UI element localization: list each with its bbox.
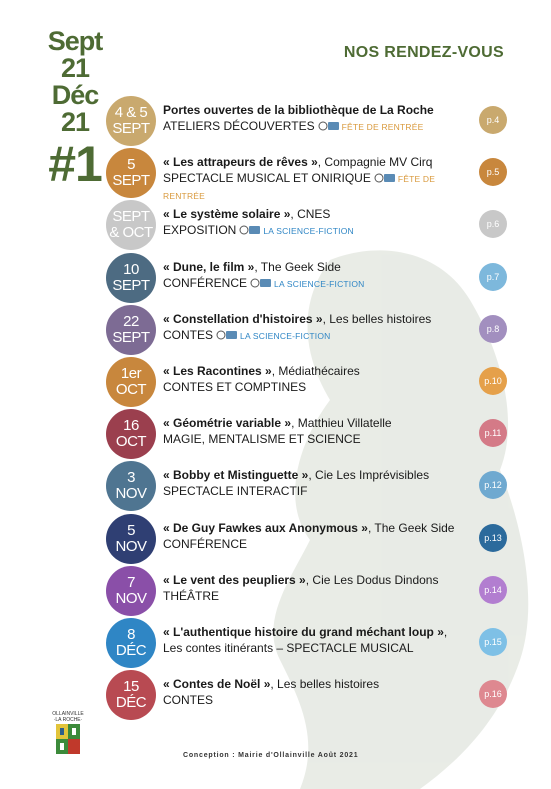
date-line: NOV [115, 589, 147, 607]
event-title: « Constellation d'histoires » [163, 311, 323, 326]
date-line: SEPT [112, 120, 150, 137]
date-circle [106, 514, 156, 564]
date-line: SEPT [112, 328, 150, 346]
theme-icon [374, 173, 396, 183]
logo-line-1: OLLAINVILLE [52, 711, 84, 717]
date-line: 5 [127, 521, 135, 539]
event-row [0, 305, 551, 357]
credit-line: Conception : Mairie d'Ollainville Août 2021 [183, 752, 359, 759]
event-row [0, 96, 551, 148]
event-category: EXPOSITION [163, 223, 237, 238]
event-row [0, 514, 551, 566]
event-text [163, 259, 473, 292]
event-title: Portes ouvertes de la bibliothèque de La Roche [163, 103, 434, 117]
event-category: CONTES ET COMPTINES [163, 380, 307, 394]
logo-line-2: ·LA ROCHE· [53, 717, 83, 723]
issue-number: #1 [48, 136, 102, 192]
event-text [163, 102, 473, 135]
theme-icon [216, 330, 238, 340]
event-performer: , Les belles histoires [270, 677, 380, 692]
event-title: « Les Racontines » [163, 364, 272, 378]
event-text [163, 467, 473, 499]
event-title: « Géométrie variable » [163, 416, 292, 431]
theme-icon [250, 278, 272, 288]
event-row [0, 461, 551, 513]
event-performer: , [443, 625, 448, 639]
date-line: & OCT [109, 224, 153, 242]
page-number-badge[interactable]: p.14 [479, 576, 507, 604]
event-text [163, 415, 473, 447]
event-row [0, 409, 551, 461]
date-line: 4 & 5 [114, 104, 148, 121]
date-line: SEPT [112, 276, 150, 294]
event-title: « Bobby et Mistinguette » [163, 468, 309, 483]
issue-year-start: 21 [60, 53, 90, 83]
event-performer: , Cie Les Dodus Dindons [305, 572, 439, 587]
logo-text [48, 711, 88, 723]
date-line: OCT [115, 433, 147, 451]
date-line: 10 [123, 260, 139, 278]
date-line: 16 [123, 417, 139, 435]
date-line: DÉC [115, 694, 147, 712]
date-line: 5 [127, 156, 135, 174]
event-theme-tag: FÊTE DE RENTRÉE [341, 122, 424, 132]
event-text [163, 311, 473, 344]
date-line: 22 [123, 312, 139, 330]
event-performer: , Compagnie MV Cirq [317, 155, 433, 170]
event-performer: , Matthieu Villatelle [291, 416, 392, 431]
event-category: CONFÉRENCE [163, 275, 248, 290]
date-line: 3 [127, 469, 135, 487]
event-text [163, 363, 473, 395]
page-number-badge[interactable]: p.7 [479, 263, 507, 291]
theme-icon [239, 225, 261, 235]
date-circle [106, 305, 156, 355]
date-circle [106, 670, 156, 720]
date-line: 1er [120, 365, 142, 382]
date-circle [106, 461, 156, 511]
page-number-badge[interactable]: p.12 [479, 471, 507, 499]
event-category: MAGIE, MENTALISME ET SCIENCE [163, 432, 361, 447]
event-title: « De Guy Fawkes aux Anonymous » [163, 520, 368, 535]
event-text [163, 154, 473, 204]
page-title: NOS RENDEZ-VOUS [343, 44, 504, 61]
event-performer: , Médiathécaires [271, 364, 360, 378]
event-text [163, 520, 473, 552]
page-number-badge[interactable]: p.15 [479, 628, 507, 656]
event-row [0, 566, 551, 618]
event-theme-tag: FÊTE DE RENTRÉE [163, 174, 436, 202]
issue-year-end: 21 [60, 107, 90, 137]
page-number-badge[interactable]: p.10 [479, 367, 507, 395]
date-circle [106, 566, 156, 616]
page-number-badge[interactable]: p.5 [479, 158, 507, 186]
date-circle [106, 200, 156, 250]
event-text [163, 676, 473, 708]
event-title: « Le système solaire » [163, 207, 291, 222]
event-performer: , Cie Les Imprévisibles [308, 468, 430, 483]
issue-month-start: Sept [47, 26, 103, 56]
event-title: « Les attrapeurs de rêves » [163, 155, 318, 170]
event-category: THÉÂTRE [163, 588, 220, 603]
event-title: « L'authentique histoire du grand méchant loup » [163, 625, 444, 639]
event-row [0, 618, 551, 670]
event-performer: , The Geek Side [367, 520, 455, 535]
date-circle [106, 357, 156, 407]
event-title: « Le vent des peupliers » [163, 572, 306, 587]
event-text [163, 572, 473, 604]
page-number-badge[interactable]: p.6 [479, 210, 507, 238]
date-line: OCT [115, 381, 147, 398]
date-line: 15 [123, 678, 139, 696]
event-title: « Contes de Noël » [163, 677, 271, 692]
event-performer: , The Geek Side [254, 259, 341, 274]
event-category: CONTES [163, 693, 214, 708]
date-circle [106, 253, 156, 303]
page-number-badge[interactable]: p.16 [479, 680, 507, 708]
date-circle [106, 618, 156, 668]
event-category: CONFÉRENCE [163, 536, 248, 551]
event-row [0, 357, 551, 409]
event-row [0, 148, 551, 200]
date-circle [106, 96, 156, 146]
event-theme-tag: LA SCIENCE-FICTION [274, 278, 365, 289]
page-number-badge[interactable]: p.11 [479, 419, 507, 447]
date-line: NOV [115, 537, 147, 555]
event-text [163, 624, 473, 656]
event-category: ATELIERS DÉCOUVERTES [163, 119, 315, 133]
event-theme-tag: LA SCIENCE-FICTION [240, 330, 331, 341]
date-line: 8 [127, 626, 135, 643]
event-text [163, 206, 473, 239]
event-category: SPECTACLE INTERACTIF [163, 484, 308, 499]
page-number-badge[interactable]: p.4 [479, 106, 507, 134]
event-title: « Dune, le film » [163, 259, 255, 274]
date-circle [106, 148, 156, 198]
date-line: SEPT [112, 172, 150, 190]
date-line: SEPT [112, 208, 150, 226]
page-number-badge[interactable]: p.8 [479, 315, 507, 343]
date-line: DÉC [115, 642, 147, 659]
theme-icon [318, 121, 340, 131]
event-theme-tag: LA SCIENCE-FICTION [263, 226, 354, 237]
date-line: 7 [127, 573, 135, 591]
date-line: NOV [115, 485, 147, 503]
event-row [0, 253, 551, 305]
event-category: CONTES [163, 327, 214, 342]
page-number-badge[interactable]: p.13 [479, 524, 507, 552]
event-performer: , CNES [290, 207, 331, 222]
event-performer: , Les belles histoires [322, 311, 432, 326]
event-row [0, 200, 551, 252]
event-category: SPECTACLE MUSICAL ET ONIRIQUE [163, 171, 371, 186]
event-category: Les contes itinérants – SPECTACLE MUSICAL [163, 641, 414, 655]
date-circle [106, 409, 156, 459]
issue-month-end: Déc [51, 80, 99, 110]
